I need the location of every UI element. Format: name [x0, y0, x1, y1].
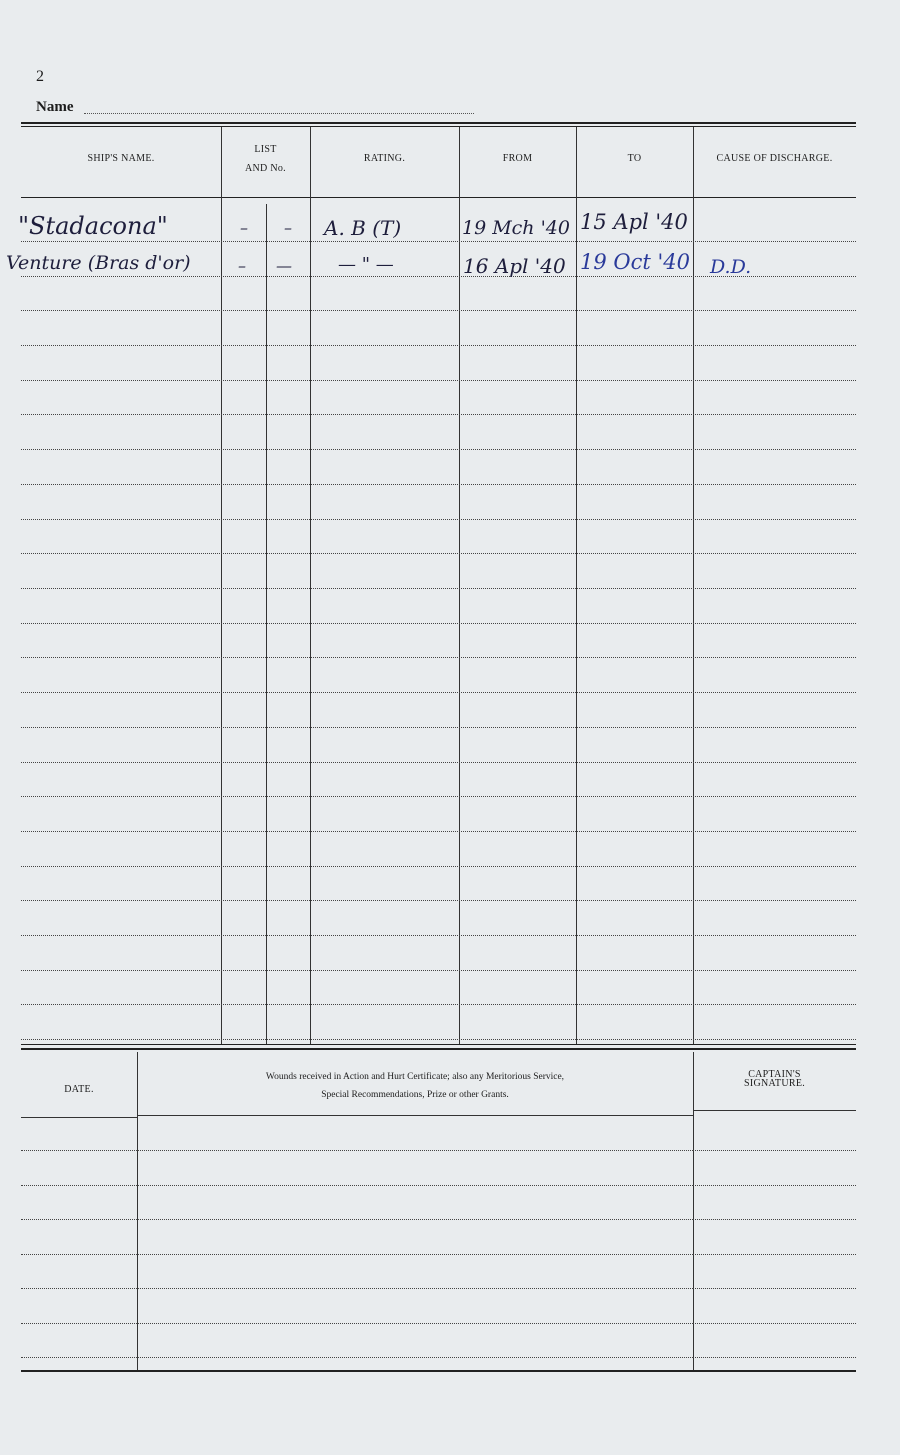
wounds-row-rule — [137, 1150, 693, 1151]
row-rule — [21, 727, 856, 728]
to-cell: 15 Apl '40 — [580, 210, 688, 234]
row-rule — [21, 414, 856, 415]
wounds-row-rule — [693, 1357, 856, 1358]
col-divider-from — [576, 127, 577, 1044]
name-label: Name — [36, 99, 74, 115]
wounds-row-rule — [693, 1185, 856, 1186]
wounds-row-rule — [137, 1357, 693, 1358]
cause-cell: D.D. — [710, 256, 752, 278]
header-captain-line2: SIGNATURE. — [743, 1078, 806, 1089]
rating-cell: — " — — [338, 254, 394, 275]
row-rule — [21, 588, 856, 589]
wounds-row-rule — [137, 1185, 693, 1186]
header-from: FROM — [502, 153, 533, 164]
wounds-bottom-rule — [21, 1370, 856, 1372]
row-rule — [21, 345, 856, 346]
ship-name-cell: "Stadacona" — [18, 212, 168, 240]
wounds-header-rule — [137, 1115, 693, 1116]
header-and-no: AND No. — [245, 163, 286, 174]
table-top-rule-inner — [21, 126, 856, 127]
page-number: 2 — [36, 68, 44, 85]
col-divider-to — [693, 127, 694, 1044]
table-bottom-rule — [21, 1044, 856, 1045]
row-rule — [21, 553, 856, 554]
row-rule — [21, 692, 856, 693]
header-captain-line1: CAPTAIN'S — [748, 1069, 801, 1080]
list-cell: – — [240, 218, 248, 237]
row-rule — [21, 623, 856, 624]
row-rule — [21, 519, 856, 520]
from-cell: 16 Apl '40 — [463, 254, 566, 278]
wounds-row-rule — [137, 1254, 693, 1255]
col-divider-rating — [459, 127, 460, 1044]
header-ship-name: SHIP'S NAME. — [87, 153, 155, 164]
wounds-row-rule — [693, 1219, 856, 1220]
row-rule — [21, 970, 856, 971]
row-rule — [21, 762, 856, 763]
from-cell: 19 Mch '40 — [462, 217, 570, 239]
row-rule — [21, 796, 856, 797]
wounds-row-rule — [137, 1219, 693, 1220]
header-to: TO — [627, 153, 642, 164]
captain-header-rule — [693, 1110, 856, 1111]
wounds-row-rule — [21, 1219, 137, 1220]
row-rule — [21, 1004, 856, 1005]
wounds-row-rule — [21, 1357, 137, 1358]
row-rule — [21, 310, 856, 311]
wounds-row-rule — [693, 1323, 856, 1324]
wounds-row-rule — [693, 1150, 856, 1151]
list-cell: – — [238, 256, 246, 275]
header-wounds-line2: Special Recommendations, Prize or other Grants. — [321, 1090, 509, 1100]
wounds-row-rule — [21, 1288, 137, 1289]
wounds-row-rule — [137, 1288, 693, 1289]
row-rule — [21, 380, 856, 381]
header-wounds-line1: Wounds received in Action and Hurt Certificate; also any Meritorious Service, — [265, 1072, 565, 1082]
row-rule — [21, 900, 856, 901]
wounds-row-rule — [21, 1185, 137, 1186]
header-list: LIST — [254, 144, 277, 155]
no-cell: — — [276, 256, 292, 275]
col-divider-list-end — [310, 127, 311, 1044]
header-rating: RATING. — [363, 153, 406, 164]
date-header-rule — [21, 1117, 137, 1118]
header-bottom-rule — [21, 197, 856, 198]
rating-cell: A. B (T) — [324, 216, 402, 240]
header-date: DATE. — [64, 1084, 94, 1095]
ship-name-cell: Venture (Bras d'or) — [6, 252, 191, 274]
name-line — [84, 113, 474, 114]
table-top-rule — [21, 122, 856, 124]
row-rule — [21, 657, 856, 658]
to-cell: 19 Oct '40 — [580, 250, 690, 274]
col-divider-list — [266, 204, 267, 1044]
row-rule — [21, 484, 856, 485]
col-divider-ship — [221, 127, 222, 1044]
wounds-row-rule — [693, 1288, 856, 1289]
wounds-row-rule — [21, 1150, 137, 1151]
row-rule — [21, 241, 856, 242]
row-rule — [21, 1039, 856, 1040]
wounds-row-rule — [21, 1323, 137, 1324]
row-rule — [21, 831, 856, 832]
row-rule — [21, 866, 856, 867]
wounds-row-rule — [21, 1254, 137, 1255]
row-rule — [21, 449, 856, 450]
wounds-row-rule — [693, 1254, 856, 1255]
header-cause: CAUSE OF DISCHARGE. — [716, 153, 833, 164]
table-bottom-rule-inner — [21, 1048, 856, 1050]
wounds-row-rule — [137, 1323, 693, 1324]
row-rule — [21, 935, 856, 936]
no-cell: – — [284, 218, 292, 237]
